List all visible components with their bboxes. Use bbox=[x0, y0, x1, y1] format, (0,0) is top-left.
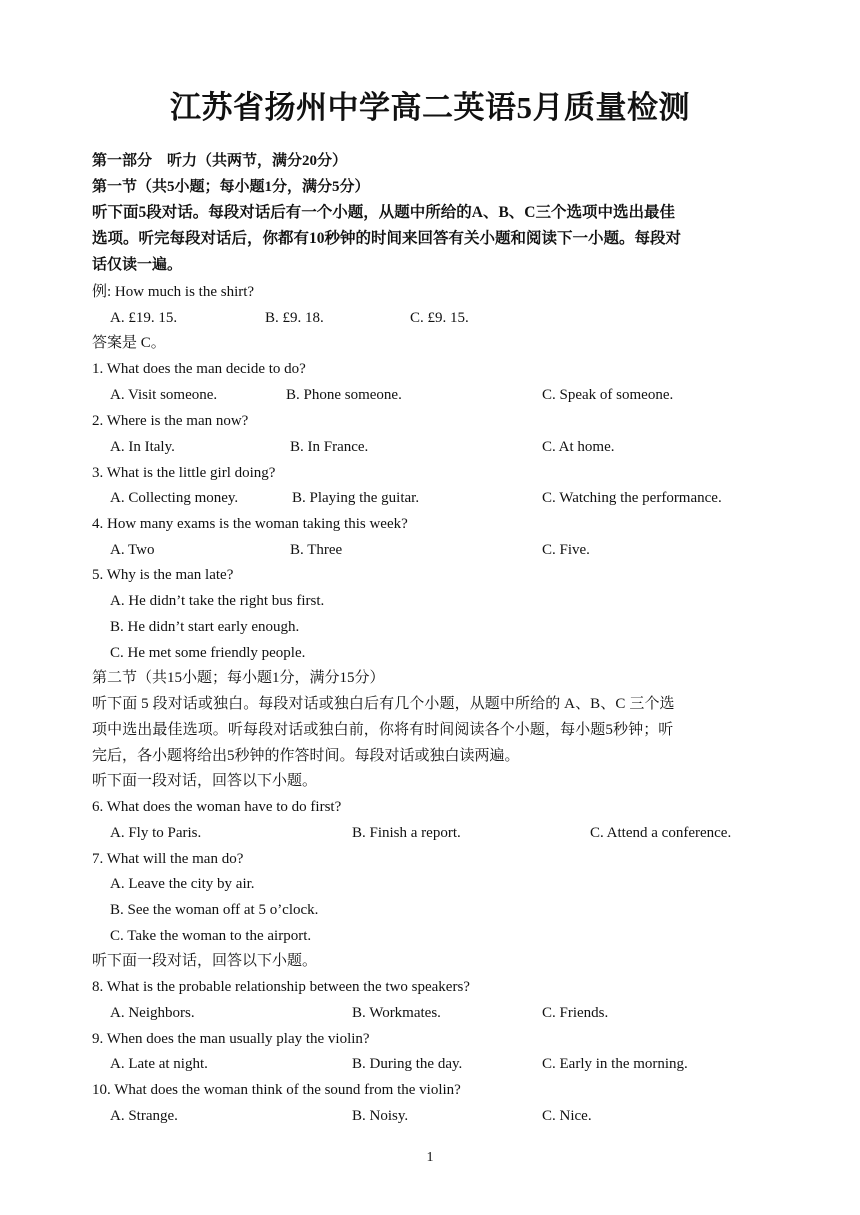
listen-instruction: 听下面一段对话，回答以下小题。 bbox=[92, 953, 318, 969]
option-a: A. £19. 15. bbox=[110, 310, 178, 326]
option-a: A. Neighbors. bbox=[110, 1005, 195, 1021]
option-a: A. Late at night. bbox=[110, 1056, 208, 1072]
option-b: B. Phone someone. bbox=[286, 387, 402, 403]
question-1-options bbox=[0, 385, 860, 405]
option-c: C. £9. 15. bbox=[410, 310, 469, 326]
option-c: C. Attend a conference. bbox=[590, 825, 732, 841]
question-10: 10. What does the woman think of the sound from the violin? bbox=[92, 1082, 461, 1098]
option-b: B. Playing the guitar. bbox=[292, 490, 420, 506]
question-8-options bbox=[0, 1003, 860, 1023]
option-b: B. He didn’t start early enough. bbox=[110, 619, 300, 635]
option-c: C. Speak of someone. bbox=[542, 387, 674, 403]
option-b: B. See the woman off at 5 o’clock. bbox=[110, 902, 319, 918]
question-3-options bbox=[0, 488, 860, 508]
option-a: A. In Italy. bbox=[110, 439, 175, 455]
section2-heading: 第二节（共15小题；每小题1分，满分15分） bbox=[92, 670, 385, 686]
question-8: 8. What is the probable relationship between the two speakers? bbox=[92, 979, 470, 995]
option-b: B. Three bbox=[290, 542, 343, 558]
part1-heading: 第一部分 听力（共两节，满分20分） bbox=[92, 153, 348, 169]
option-a: A. Two bbox=[110, 542, 155, 558]
option-a: A. Leave the city by air. bbox=[110, 876, 255, 892]
option-a: A. He didn’t take the right bus first. bbox=[110, 593, 325, 609]
example-options bbox=[0, 308, 860, 328]
option-b: B. Finish a report. bbox=[352, 825, 461, 841]
question-1: 1. What does the man decide to do? bbox=[92, 361, 306, 377]
option-a: A. Collecting money. bbox=[110, 490, 239, 506]
option-a: A. Fly to Paris. bbox=[110, 825, 202, 841]
option-c: C. He met some friendly people. bbox=[110, 645, 306, 661]
question-9-options bbox=[0, 1054, 860, 1074]
section1-instruction-line3: 话仅读一遍。 bbox=[92, 257, 183, 273]
option-b: B. £9. 18. bbox=[265, 310, 324, 326]
question-2: 2. Where is the man now? bbox=[92, 413, 249, 429]
question-3: 3. What is the little girl doing? bbox=[92, 465, 276, 481]
option-c: C. Watching the performance. bbox=[542, 490, 722, 506]
section1-instruction-line2: 选项。听完每段对话后，你都有10秒钟的时间来回答有关小题和阅读下一小题。每段对 bbox=[92, 230, 682, 247]
question-6: 6. What does the woman have to do first? bbox=[92, 799, 342, 815]
option-c: C. At home. bbox=[542, 439, 615, 455]
option-b: B. In France. bbox=[290, 439, 369, 455]
page-number: 1 bbox=[426, 1150, 434, 1165]
option-b: B. Noisy. bbox=[352, 1108, 409, 1124]
option-b: B. Workmates. bbox=[352, 1005, 441, 1021]
question-9: 9. When does the man usually play the violin? bbox=[92, 1031, 370, 1047]
example-answer: 答案是 C。 bbox=[92, 335, 166, 351]
option-a: A. Strange. bbox=[110, 1108, 178, 1124]
option-c: C. Take the woman to the airport. bbox=[110, 928, 312, 944]
option-a: A. Visit someone. bbox=[110, 387, 218, 403]
section1-instruction-line1: 听下面5段对话。每段对话后有一个小题，从题中所给的A、B、C三个选项中选出最佳 bbox=[92, 204, 675, 221]
option-b: B. During the day. bbox=[352, 1056, 463, 1072]
question-10-options bbox=[0, 1106, 860, 1126]
page-title: 江苏省扬州中学高二英语5月质量检测 bbox=[170, 90, 690, 125]
option-c: C. Friends. bbox=[542, 1005, 609, 1021]
question-6-options bbox=[0, 823, 860, 843]
question-2-options bbox=[0, 437, 860, 457]
section2-instruction-line1: 听下面 5 段对话或独白。每段对话或独白后有几个小题，从题中所给的 A、B、C 三个选 bbox=[92, 696, 675, 712]
question-4: 4. How many exams is the woman taking this week? bbox=[92, 516, 408, 532]
section1-heading: 第一节（共5小题；每小题1分，满分5分） bbox=[92, 179, 370, 195]
section2-instruction-line2: 项中选出最佳选项。听每段对话或独白前，你将有时间阅读各个小题，每小题5秒钟；听 bbox=[92, 722, 674, 738]
option-c: C. Five. bbox=[542, 542, 590, 558]
option-c: C. Early in the morning. bbox=[542, 1056, 688, 1072]
listen-instruction: 听下面一段对话，回答以下小题。 bbox=[92, 773, 318, 789]
question-4-options bbox=[0, 540, 860, 560]
question-7: 7. What will the man do? bbox=[92, 851, 244, 867]
option-c: C. Nice. bbox=[542, 1108, 592, 1124]
section2-instruction-line3: 完后，各小题将给出5秒钟的作答时间。每段对话或独白读两遍。 bbox=[92, 748, 520, 764]
example-question: 例: How much is the shirt? bbox=[92, 284, 255, 300]
question-5: 5. Why is the man late? bbox=[92, 567, 234, 583]
